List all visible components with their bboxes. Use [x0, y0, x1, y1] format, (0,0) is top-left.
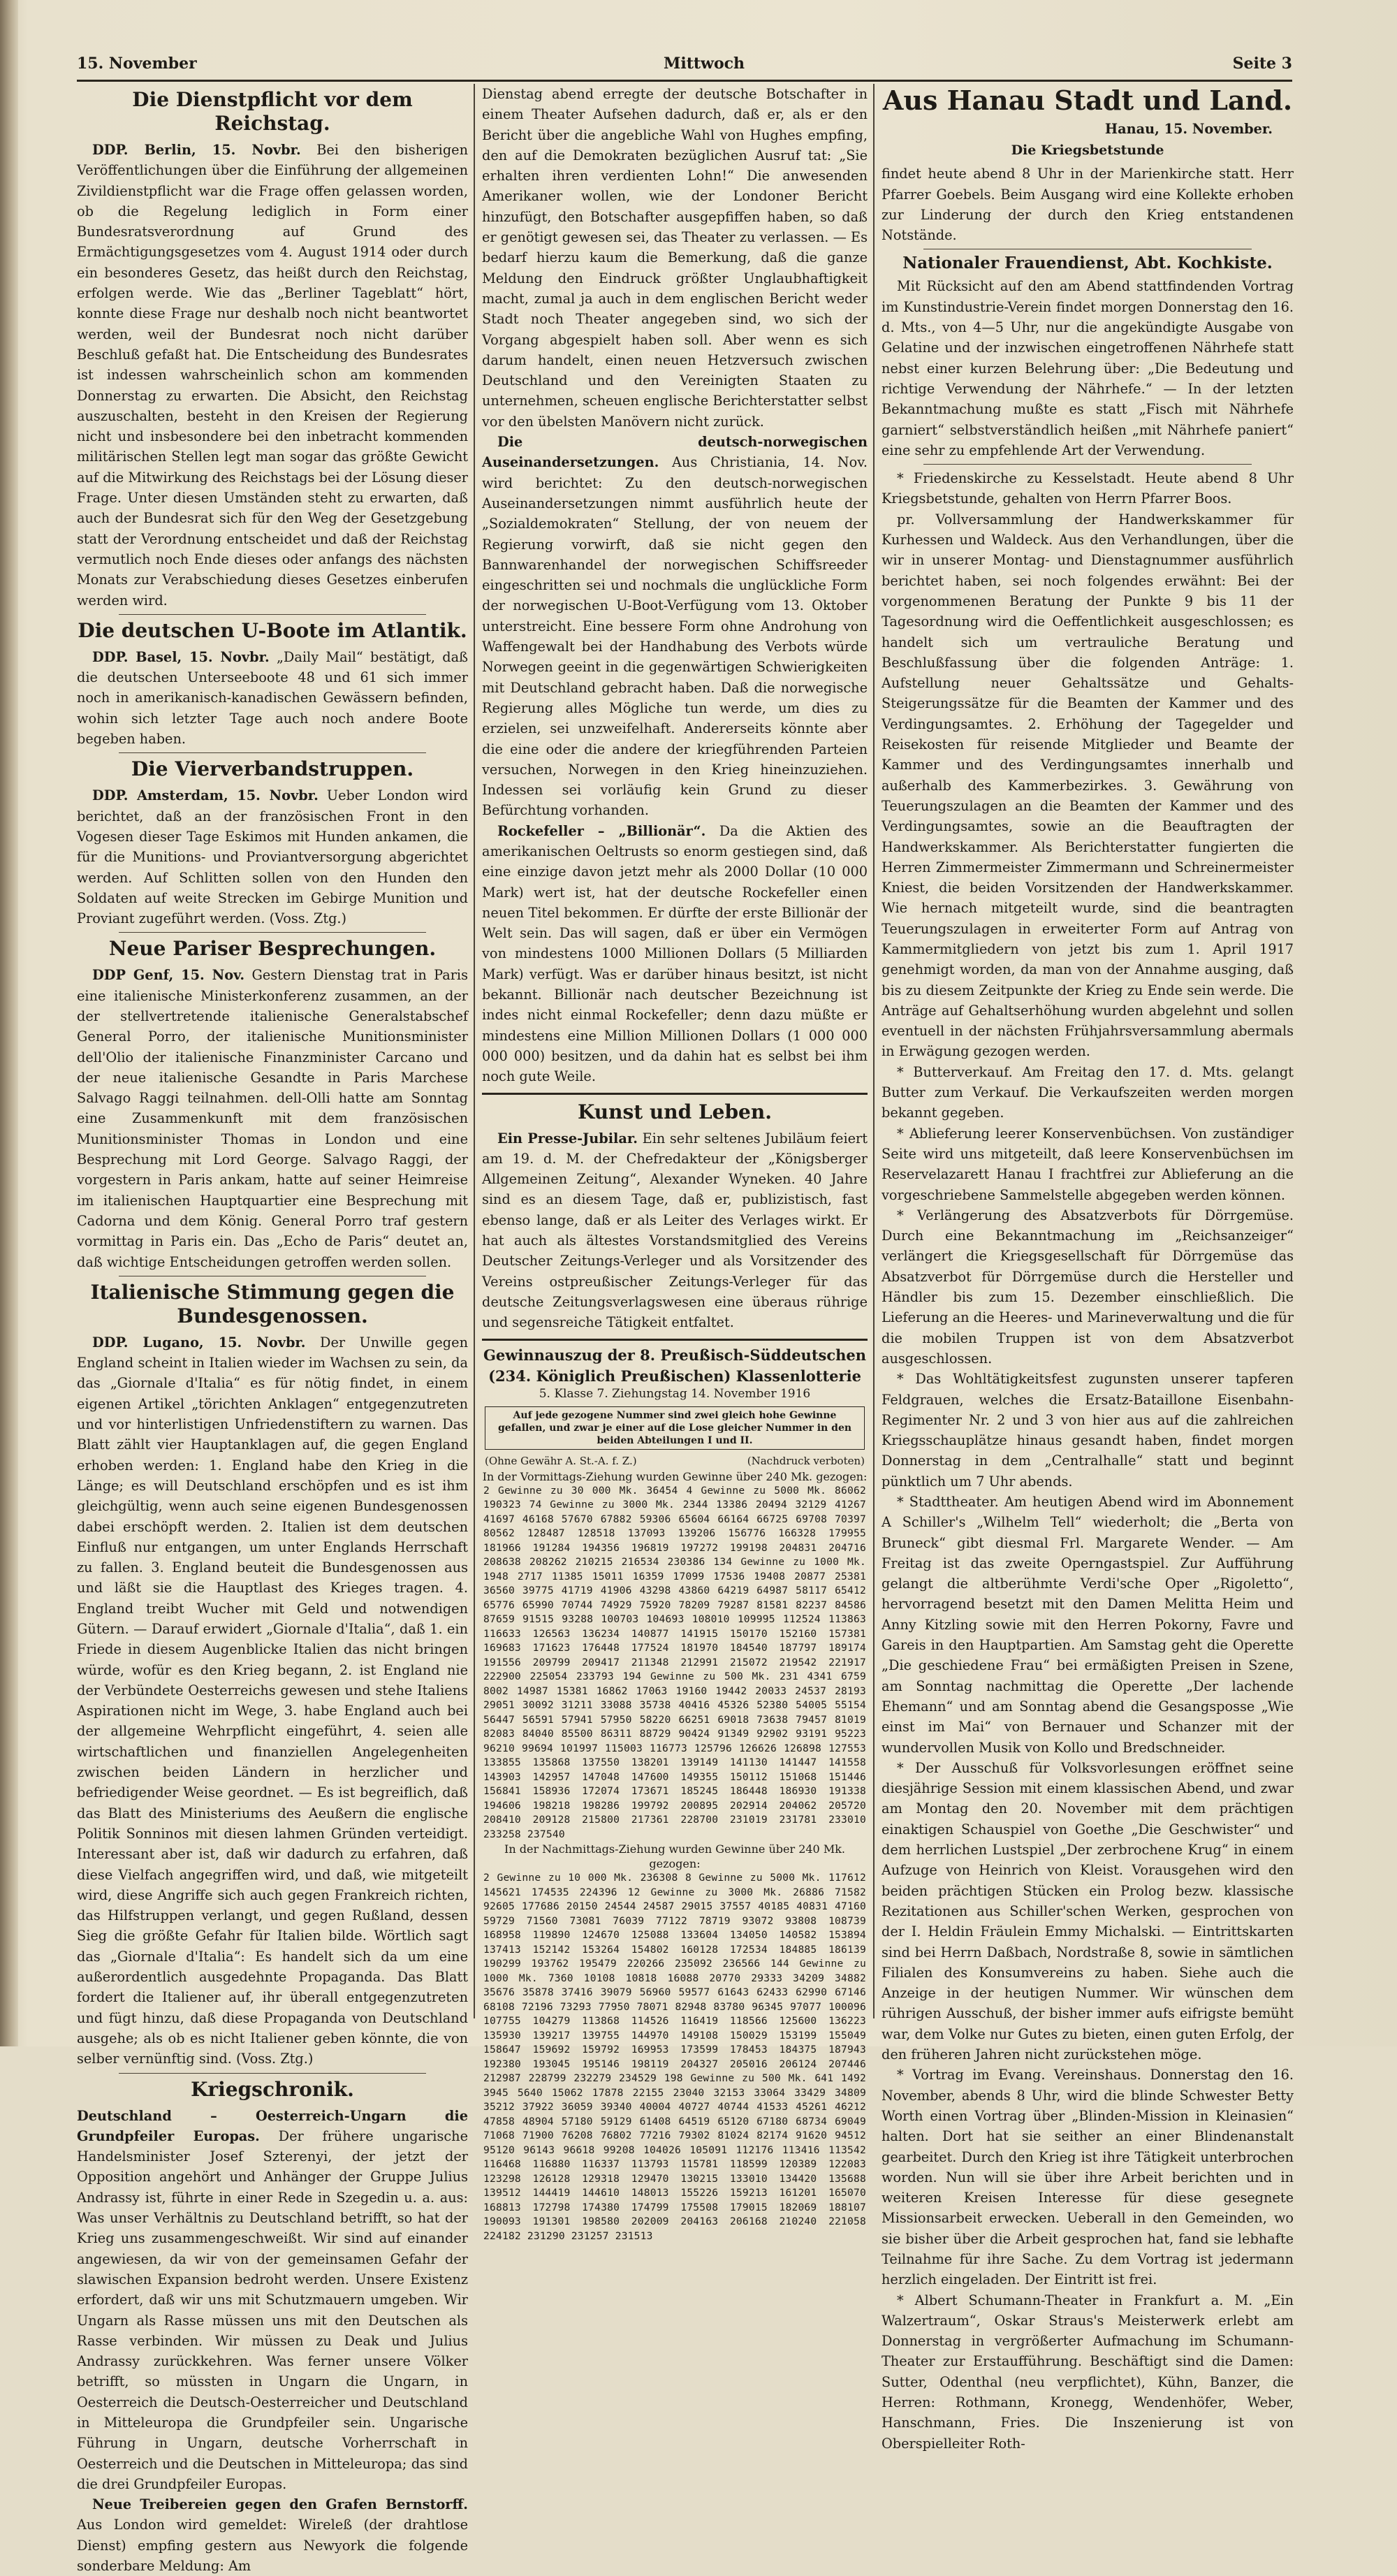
article-text: „Daily Mail“ bestätigt, daß die deutschen Unterseeboote 48 und 61 sich immer noch in amerikanisch-kanadischen Gewässern befinden, wohin sich letzter Tage auch noch andere Boote begeben haben.	[77, 648, 468, 748]
dateline: DDP. Basel, 15. Novbr.	[92, 648, 270, 665]
dateline: DDP. Amsterdam, 15. Novbr.	[92, 787, 319, 804]
article-text: Ein sehr seltenes Jubiläum feiert am 19. d. M. der Chefredakteur der „Königsberger Allgemeinen Zeitung“, Alexander Wyneken. 40 Jahre sind es an diesem Tage, daß er, publizistisch, fast ebenso lange, daß er als Leiter des Verlages wirkt. Er hat auch als ältestes Vorstandsmitglied des Vereins Deutscher Zeitungs-Verleger und als Vorsitzender des Vereins ostpreußischer Zeitungs-Verleger für das deutsche Zeitungsverlagswesen eine überaus rührige und segensreiche Tätigkeit entfaltet.	[482, 1130, 868, 1331]
header-rule	[77, 80, 1292, 82]
section-rule	[482, 1339, 868, 1341]
dateline: DDP. Lugano, 15. Novbr.	[92, 1334, 306, 1351]
column-rule-1	[474, 84, 475, 2018]
article-title: Nationaler Frauendienst, Abt. Kochkiste.	[902, 254, 1273, 273]
divider	[119, 614, 426, 615]
morning-draw-title: In der Vormittags-Ziehung wurden Gewinne über 240 Mk. gezogen:	[482, 1469, 868, 1483]
local-dateline: Hanau, 15. November.	[1104, 121, 1273, 137]
page-header	[77, 54, 1292, 80]
column-rule-2	[873, 84, 875, 2018]
column-1	[77, 84, 468, 2575]
article-text: Bei den bisherigen Veröffentlichungen über die Einführung der allgemeinen Zivildienstpflicht war die Frage offen gelassen worden, ob die Regelung lediglich in Form einer Bundesratsverordnung auf Grund des Ermächtigungsgesetzes vom 4. August 1914 oder durch ein besonderes Gesetz, das heißt durch den Reichstag, erfolgen werde. Wie das „Berliner Tageblatt“ hört, konnte diese Frage nur deshalb noch nicht beantwortet werden, weil der Bundesrat noch nicht darüber Beschluß gefaßt hat. Die Entscheidung des Bundesrates ist indessen wahrscheinlich schon am kommenden Donnerstag zu erwarten. Die Absicht, den Reichstag auszuschalten, besteht in den Kreisen der Regierung nicht und insbesondere bei den inbetracht kommenden militärischen Stellen legt man sogar das größte Gewicht auf die Mitwirkung des Reichstags bei der Lösung dieser Frage. Unter diesen Umständen steht zu erwarten, daß auch der Bundesrat sich für den Weg der Gesetzgebung statt der Verordnung entscheidet und daß der Reichstag vermutlich noch Ende dieses oder anfangs des nächsten Monats zur Verabschiedung dieses Gesetzes einberufen werden wird.	[77, 142, 468, 609]
article-text: Dienstag abend erregte der deutsche Botschafter in einem Theater Aufsehen dadurch, daß er, als er den Bericht über die angebliche Wahl von Hughes empfing, den auf die Demokraten bezüglichen Ausruf tat: „Sie erhalten ihren verdienten Lohn!“ Die anwesenden Amerikaner wollen, wie der Londoner Bericht hinzufügt, den Botschafter ausgepfiffen haben, so daß er genötigt gewesen sei, das Theater zu verlassen. — Es bedarf hierzu kaum die Bemerkung, daß die ganze Meldung den Eindruck größter Unglaubhaftigkeit macht, zumal ja auch in dem englischen Bericht weder Stadt noch Theater angegeben sind, wo sich der Vorgang abgespielt haben soll. Aber wenn es sich darum handelt, einen neuen Hetzversuch zwischen Deutschland und den Vereinigten Staaten zu unternehmen, scheuen englische Berichterstatter selbst vor den übelsten Manövern nicht zurück.	[482, 86, 868, 430]
header-page-number: Seite 3	[1232, 54, 1292, 73]
news-item: * Ablieferung leerer Konservenbüchsen. Von zuständiger Seite wird uns mitgeteilt, daß leere Konservenbüchsen im Reservelazarett Hanau I frachtfrei zur Ablieferung an die vorgeschriebene Sammelstelle abgegeben werden können.	[882, 1125, 1294, 1203]
binding-edge	[0, 0, 18, 2046]
section-rule	[482, 1093, 868, 1095]
dateline: DDP Genf, 15. Nov.	[92, 967, 245, 984]
article-text: Der frühere ungarische Handelsminister Josef Szterenyi, der jetzt der Opposition angehört und Anhänger der Gruppe Julius Andrassy ist, führte in einer Rede in Szegedin u. a. aus: Was unser Verhältnis zu Deutschland betrifft, so hat der Krieg uns zusammengeschweißt. Wir sind auf einander angewiesen, da wir von der gemeinsamen Gefahr der slawischen Expansion bedroht werden. Unsere Existenz erfordert, daß wir uns mit Schutzmauern umgeben. Wir Ungarn als Rasse müssen uns mit den Deutschen als Rasse verbinden. Wir müssen zu Deak und Julius Andrassy zurückkehren. Was ferner unsere Völker betrifft, so müssten in Ungarn die Ungarn, in Oesterreich die Deutsch-Oesterreicher und Deutschland in Mitteleuropa die Grundpfeiler sein. Ungarische Führung in Ungarn, deutsche Vorherrschaft in Oesterreich und die Deutschen in Mitteleuropa; das sind die drei Grundpfeiler Europas.	[77, 2127, 468, 2492]
dateline: DDP. Berlin, 15. Novbr.	[92, 142, 301, 158]
news-item: * Butterverkauf. Am Freitag den 17. d. Mts. gelangt Butter zum Verkauf. Die Verkaufszeiten werden morgen bekannt gegeben.	[882, 1063, 1294, 1121]
local-section-title: Aus Hanau Stadt und Land.	[882, 85, 1293, 116]
divider	[119, 752, 426, 753]
article-text: Ueber London wird berichtet, daß an der französischen Front in den Vogesen dieser Tage Eskimos mit Hunden ankamen, die für die Munitions- und Proviantversorgung abgerichtet werden. Auf Schlitten sollen von den Hunden den Soldaten auf weite Strecken im Gebirge Munition und Proviant zugeführt werden. (Voss. Ztg.)	[77, 787, 468, 927]
article-title: Neue Pariser Besprechungen.	[108, 937, 437, 961]
article-text: Aus London wird gemeldet: Wireleß (der drahtlose Dienst) empfing gestern aus Newyork die folgende sonderbare Meldung: Am	[77, 2517, 468, 2575]
news-item: * Das Wohltätigkeitsfest zugunsten unserer tapferen Feldgrauen, welches die Ersatz-Bataillone Eisenbahn-Regimenter Nr. 2 und 3 von hier aus auf die zahlreichen Kriegsschauplätze hinaus gesandt haben, findet morgen Donnerstag in dem „Centralhalle“ statt und beginnt pünktlich um 7 Uhr abends.	[882, 1371, 1294, 1490]
article-text: Da die Aktien des amerikanischen Oeltrusts so enorm gestiegen sind, daß eine einzige davon jetzt mehr als 2000 Dollar (10 000 Mark) wert ist, hat der deutsche Rockefeller einen neuen Titel bekommen. Er dürfte der erste Billionär der Welt sein. Das will sagen, daß er über ein Vermögen von mindestens 1000 Millionen Dollars (5 Milliarden Mark) verfügt. Was er darüber hinaus besitzt, ist nicht bekannt. Billionär nach deutscher Bezeichnung ist indes nicht einmal Rockefeller; denn dazu müßte er mindestens eine Million Millionen Dollars (1 000 000 000 000) besitzen, und da dahin hat es selbst bei ihm noch gute Weile.	[482, 822, 868, 1085]
news-item: pr. Vollversammlung der Handwerkskammer für Kurhessen und Waldeck. Aus den Verhandlungen, über die wir in unserer Montag- und Dienstagnummer ausführlich berichtet haben, sei noch folgendes erwähnt: Bei der vorgenommenen Beratung der Punkte 9 bis 11 der Tagesordnung wird die Oeffentlichkeit ausgeschlossen; es handelt sich um vertrauliche Beratung und Beschlußfassung über die folgenden Anträge: 1. Aufstellung neuer Gehaltssätze und Gehalts-Steigerungssätze für die Beamten der Kammer und des Verdingungsamtes. 2. Erhöhung der Tagegelder und Reisekosten für reisende Mitglieder und Beamte der Kammer und des Verdingungsamtes innerhalb und außerhalb des Kammerbezirkes. 3. Gewährung von Teuerungszulagen an die Beamten der Kammer und des Verdingungsamtes, sowie an die Beauftragten der Handwerkskammer. Als Berichterstatter fungierten die Herren Zimmermeister Zimmermann und Schreinermeister Kniest, die beiden Vorsitzenden der Handwerkskammer. Wie hernach mitgeteilt wurde, sind die beantragten Teuerungszulagen in erweiterter Form auf Antrag von Kammermitgliedern von jetzt bis zum 1. April 1917 genehmigt worden, da man von der Annahme ausging, daß bis zu diesem Zeitpunkte der Krieg zu Ende sein werde. Die Anträge auf Gehaltserhöhung wurden abgelehnt und sollen eventuell in der nächsten Frühjahrsversammlung abermals in Erwägung gezogen werden.	[882, 511, 1294, 1060]
lottery-reprint-note: (Nachdruck verboten)	[747, 1454, 865, 1467]
news-item: * Albert Schumann-Theater in Frankfurt a. M. „Ein Walzertraum“, Oskar Straus's Meisterwerk erlebt am Donnerstag in vergrößerter Aufmachung im Schumann-Theater zur Erstaufführung. Beschäftigt sind die Damen: Sutter, Odenthal (neu verpflichtet), Kühn, Banzer, die Herren: Rothmann, Kronegg, Wendenhöfer, Weber, Hanschmann, Fries. Die Inszenierung ist von Oberspielleiter Roth-	[882, 2292, 1294, 2452]
news-item: * Der Ausschuß für Volksvorlesungen eröffnet seine diesjährige Session mit einem klassischen Abend, und zwar am Montag den 20. November mit dem prächtigen einaktigen Schauspiel von Goethe „Die Geschwister“ und dem herrlichen Lustspiel „Der zerbrochene Krug“ in einem Aufzuge von Heinrich von Kleist. Vorausgehen wird den beiden prächtigen Stücken ein Prolog bezw. klassische Rezitationen aus Schiller'schen Werken, gesprochen von der I. Heldin Fräulein Emmy Michalski. — Eintrittskarten sind bei Herrn Daßbach, Nordstraße 8, sowie in sämtlichen Filialen des Konsumvereins zu haben. Siehe auch die Anzeige in der heutigen Nummer. Wir wünschen dem rührigen Ausschuß, der bisher immer aufs eifrigste bemüht war, dem Volke nur Gutes zu bieten, einen guten Erfolg, der den früheren Jahren nicht zurückstehen möge.	[882, 1759, 1294, 2063]
item-head: Deutschland – Oesterreich-Ungarn die Grundpfeiler Europas.	[77, 2107, 468, 2144]
divider	[119, 932, 426, 933]
lottery-disclaimer: (Ohne Gewähr A. St.-A. f. Z.)	[485, 1454, 637, 1467]
column-3	[882, 84, 1294, 2452]
news-item: * Vortrag im Evang. Vereinshaus. Donnerstag den 16. November, abends 8 Uhr, wird die blinde Schwester Betty Worth einen Vortrag über „Blinden-Mission in Kleinasien“ halten. Dort hat sie seither an einer Blindenanstalt gearbeitet. Durch den Krieg ist ihre Tätigkeit unterbrochen worden. Nun will sie über ihre Arbeit berichten und in weiteren Kreisen Interesse für diese gesegnete Missionsarbeit erwecken. Ueberall in den Gemeinden, wo sie bisher über die Arbeit gesprochen hat, fand sie lebhafte Teilnahme für ihre Sache. Zu dem Vortrag ist jedermann herzlich eingeladen. Der Eintritt ist frei.	[882, 2067, 1294, 2288]
header-date: 15. November	[77, 54, 197, 73]
item-head: Die Kriegsbetstunde	[1011, 143, 1164, 159]
article-text: findet heute abend 8 Uhr in der Marienkirche statt. Herr Pfarrer Goebels. Beim Ausgang wird eine Kollekte erhoben zur Linderung der durch den Krieg entstandenen Notstände.	[882, 166, 1294, 244]
article-title: Die Dienstpflicht vor dem Reichstag.	[132, 88, 413, 135]
item-head: Ein Presse-Jubilar.	[497, 1130, 638, 1147]
lottery-notice: Auf jede gezogene Nummer sind zwei gleich hohe Gewinne gefallen, und zwar je einer auf die Lose gleicher Nummer in den beiden Abteilungen I und II.	[485, 1406, 865, 1450]
lottery-meta	[485, 1454, 865, 1468]
news-item: * Friedenskirche zu Kesselstadt. Heute abend 8 Uhr Kriegsbetstunde, gehalten von Herrn Pfarrer Boos.	[882, 470, 1294, 507]
article-text: Mit Rücksicht auf den am Abend stattfindenden Vortrag im Kunstindustrie-Verein findet morgen Donnerstag den 16. d. Mts., von 4—5 Uhr, nur die angekündigte Ausgabe von Gelatine und der inzwischen eingetroffenen Nährhefe statt nebst einer kurzen Belehrung über: „Die Bedeutung und richtige Verwendung der Nährhefe.“ — In der letzten Bekanntmachung mußte es statt „Fisch mit Nährhefe garniert“ selbstverständlich heißen „mit Nährhefe paniert“ eine sehr zu empfehlende Art der Verwendung.	[882, 278, 1294, 458]
divider	[923, 464, 1252, 465]
section-title: Kunst und Leben.	[578, 1100, 772, 1123]
item-head: Die deutsch-norwegischen Auseinandersetzungen.	[482, 434, 868, 471]
article-text: Gestern Dienstag trat in Paris eine italienische Ministerkonferenz zusammen, an der der stellvertretende italienische Generalstabschef General Porro, der italienische Munitionsminister dell'Olio der italienische Finanzminister Carcano und der neue italienische Gesandte in Paris Marchese Salvago Raggi teilnahmen. dell-Olli hatte am Sonntag eine Zusammenkunft mit dem französischen Munitionsminister Thomas in London und eine Besprechung mit Lord George. Salvago Raggi, der vorgestern in Paris ankam, hatte auf seiner Heimreise im italienischen Hauptquartier eine Besprechung mit Cadorna und dem König. General Porro traf gestern vormittag in Paris ein. Das „Echo de Paris“ deutet an, daß wichtige Entscheidungen getroffen werden sollen.	[77, 967, 468, 1270]
morning-draw-numbers: 2 Gewinne zu 30 000 Mk. 36454 4 Gewinne zu 5000 Mk. 86062 190323 74 Gewinne zu 3000 Mk. 2344 13386 20494 32129 41267 41697 46168 57670 67882 59306 65604 66164 66725 69708 70397 80562 128487 128518 137093 139206 156776 166328 179955 181966 191284 194356 196819 197272 199198 204831 204716 208638 208262 210215 216534 230386 134 Gewinne zu 1000 Mk. 1948 2717 11385 15011 16359 17099 17536 19408 20877 25381 36560 39775 41719 41906 43298 43860 64219 64987 58117 65412 65776 65990 70744 74929 75920 78209 79287 81581 82237 84586 87659 91515 93288 100703 104693 108010 109995 112524 113863 116633 126563 136234 140877 141915 150170 152160 157381 169683 171623 176448 177524 181970 184540 187797 189174 191556 209799 209417 211348 212991 215072 219542 221917 222900 225054 233793 194 Gewinne zu 500 Mk. 231 4341 6759 8002 14987 15381 16862 17063 19160 19442 20033 24537 28193 29051 30092 31211 33088 35738 40416 45326 52380 54005 55154 56447 56591 57941 57950 58220 66251 69018 73638 79457 81019 82083 84040 85500 86311 88729 90424 91349 92902 93191 95223 96210 99694 101997 115003 116773 125796 126626 126898 127553 133855 135868 137550 138201 139149 141130 141447 141558 143903 142957 147048 147600 149355 150112 151068 151446 156841 158936 172074 173671 185245 186448 186930 191338 194606 198218 198286 199792 200895 202914 204062 205720 208410 209128 215800 217361 228700 231019 231781 233010 233258 237540	[483, 1484, 866, 1840]
article-title: Die deutschen U-Boote im Atlantik.	[78, 618, 467, 642]
article-title: Italienische Stimmung gegen die Bundesgenossen.	[90, 1280, 455, 1327]
lottery-title-line-1: Gewinnauszug der 8. Preußisch-Süddeutschen	[483, 1346, 867, 1364]
article-title: Die Vierverbandstruppen.	[131, 757, 414, 781]
lottery-title-line-2: (234. Königlich Preußischen) Klassenlotterie	[488, 1367, 861, 1385]
section-title: Kriegschronik.	[191, 2077, 354, 2101]
news-item: * Verlängerung des Absatzverbots für Dörrgemüse. Durch eine Bekanntmachung im „Reichsanzeiger“ verlängert die Kriegsgesellschaft für Dörrgemüse das Absatzverbot für Dörrgemüse durch die Hersteller und Händler bis zum 15. Dezember einschließlich. Die Lieferung an die Heeres- und Marineverwaltung und die für die mobilen Truppen ist von dem Absatzverbot ausgeschlossen.	[882, 1207, 1294, 1367]
item-head: Rockefeller – „Billionär“.	[497, 822, 706, 839]
divider	[119, 2073, 426, 2074]
article-text: Aus Christiania, 14. Nov. wird berichtet: Zu den deutsch-norwegischen Auseinandersetzungen nimmt ausführlich heute der „Sozialdemokraten“ Stellung, der von neuem der Regierung vorwirft, daß sie nicht gegen den Bannwarenhandel der norwegischen Schiffsreeder eingeschritten sei und nochmals die unglückliche Form der norwegischen U-Boot-Verfügung vom 13. Oktober unterstreicht. Eine bessere Form ohne Androhung von Waffengewalt bei der Handhabung des Verbots würde Norwegen geeint in die gegenwärtigen Schwierigkeiten mit Deutschland gebracht haben. Daß die norwegische Regierung alles Mögliche tun werde, um dies zu erzielen, sei unzweifelhaft. Andererseits könnte aber die eine oder die andere der kriegführenden Parteien versuchen, Norwegen in den Krieg hineinzuziehen. Indessen sei vorläufig kein Grund zu dieser Befürchtung vorhanden.	[482, 454, 868, 819]
article-text: Der Unwille gegen England scheint in Italien wieder im Wachsen zu sein, da das „Giornale d'Italia“ es für nötig findet, in einem eigenen Artikel „törichten Anklagen“ entgegenzutreten und vor hinterlistigen Unfriedenstiftern zu warnen. Das Blatt zählt vier Hauptanklagen auf, die gegen England erhoben werden: 1. England habe den Krieg in die Länge; es will Deutschland erschöpfen und es ist ihm gleichgültig, wenn auch seine eigenen Bundesgenossen dabei erschöpft werden. 2. Italien ist dem deutschen Einfluß nur entgangen, um unter Englands Herrschaft zu fallen. 3. England beuteit die Bundesgenossen aus und läßt sie die Hauptlast des Krieges tragen. 4. England treibt Wucher mit Geld und notwendigen Gütern. — Darauf erwidert „Giornale d'Italia“, daß 1. ein Friede in diesem Augenblicke Italien das nicht bringen würde, wofür es den Krieg begann, 2. ist England nie der Verbündete Oesterreichs gewesen und stehe Italiens Aspirationen nicht im Wege, 3. habe England auch bei der allgemeine Wehrpflicht eingeführt, 4. seien alle wirtschaftlichen und finanziellen Angelegenheiten zwischen beiden Ländern in herzlicher und befriedigender Weise geordnet. — Es ist begreiflich, daß das Blatt des Ministeriums des Aeußern die englische Politik Sonninos mit diesen lahmen Gründen verteidigt. Interessant aber ist, daß wir dadurch zu erfahren, daß diese Vielfach angegriffen wird, und daß, wie mitgeteilt wird, diese Angriffe sich auch gegen Frankreich richten, das Hilfstruppen verlangt, und gegen Rußland, dessen Sieg die größte Gefahr für Italien bilde. Wörtlich sagt das „Giornale d'Italia“: Es handelt sich da um eine außerordentlich ausgedehnte Propaganda. Das Blatt fordert die Italiener auf, ihr überall entgegenzutreten und fügt hinzu, daß diese Propaganda von Deutschland ausgehe; als ob es nicht Italiener geben könnte, die von selber vernünftig sind. (Voss. Ztg.)	[77, 1334, 468, 2067]
column-2	[482, 84, 868, 2242]
header-weekday: Mittwoch	[664, 54, 745, 73]
news-item: * Stadttheater. Am heutigen Abend wird im Abonnement A Schiller's „Wilhelm Tell“ wiederholt; die „Berta von Bruneck“ gibt diesmal Frl. Margarete Wender. — Am Freitag ist das zweite Operngastspiel. Zur Aufführung gelangt die altberühmte Verdi'sche Oper „Rigoletto“, hervorragend besetzt mit den Damen Melitta Heim und Anny Kitzling sowie mit den Herren Pokorny, Favre und Gareis in den Hauptpartien. Am Samstag geht die Operette „Die geschiedene Frau“ bei ermäßigten Preisen in Szene, am Sonntag nachmittag die Operette „Der lachende Ehemann“ und am Sonntag abend die Gesangsposse „Wie einst im Mai“ von Bernauer und Schanzer mit der wundervollen Musik von Kollo und Bredschneider.	[882, 1494, 1294, 1756]
afternoon-draw-title: In der Nachmittags-Ziehung wurden Gewinne über 240 Mk. gezogen:	[504, 1842, 845, 1871]
afternoon-draw-numbers: 2 Gewinne zu 10 000 Mk. 236308 8 Gewinne zu 5000 Mk. 117612 145621 174535 224396 12 Gewinne zu 3000 Mk. 26886 71582 92605 177686 20150 24544 24587 29015 37557 40185 40831 47160 59729 71560 73081 76039 77122 78719 93072 93808 108739 168958 119890 124670 125088 133604 134050 140582 153894 137413 152142 153264 154802 160128 172534 184885 186139 190299 193762 195479 220266 235092 236566 144 Gewinne zu 1000 Mk. 7360 10108 10818 16088 20770 29333 34209 34882 35676 35878 37416 39079 56960 59577 61643 62433 62990 67146 68108 72196 73293 77950 78071 82948 83780 96345 97077 100096 107755 104279 113868 114526 116419 118566 125600 136223 135930 139217 139755 144970 149108 150029 153199 155049 158647 159692 159792 169953 173599 178453 184375 187943 192380 193045 195146 198119 204327 205016 206124 207446 212987 228799 232279 234529 198 Gewinne zu 500 Mk. 641 1492 3945 5640 15062 17878 22155 23040 32153 33064 33429 34809 35212 37922 36059 39340 40004 40727 40744 41533 45261 46212 47858 48904 57180 59129 61408 64519 65120 67180 68734 69049 71068 71900 76208 76802 77216 79302 81024 82174 91620 94512 95120 96143 96618 99208 104026 105091 112176 113416 113542 116468 116880 116337 113793 115781 118599 120389 122083 123298 126128 129318 129470 130215 133010 134420 135688 139512 144419 144610 148013 155226 159213 161201 165070 168813 172798 174380 174799 175508 179015 182069 188107 190093 191301 198580 202009 204163 206168 210240 221058 224182 231290 231257 231513	[483, 1872, 866, 2242]
lottery-subtitle: 5. Klasse 7. Ziehungstag 14. November 1916	[539, 1386, 811, 1401]
item-head: Neue Treibereien gegen den Grafen Bernstorff.	[92, 2496, 468, 2513]
lottery-results	[482, 1346, 868, 2244]
